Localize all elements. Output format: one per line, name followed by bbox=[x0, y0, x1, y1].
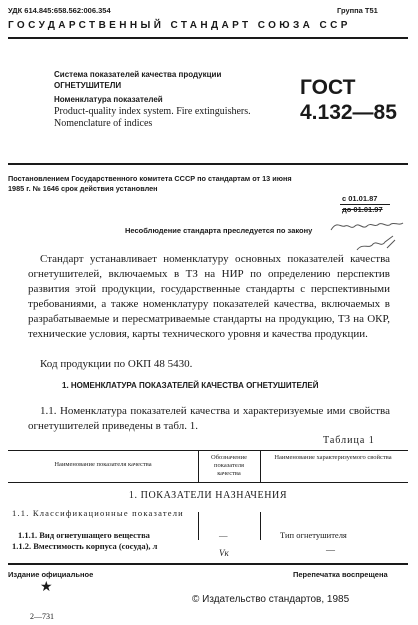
section1-heading: 1. НОМЕНКЛАТУРА ПОКАЗАТЕЛЕЙ КАЧЕСТВА ОГНЕТУШИТЕЛЕЙ bbox=[62, 381, 319, 390]
ru-title-line2: ОГНЕТУШИТЕЛИ bbox=[54, 81, 122, 90]
row-property: — bbox=[326, 545, 335, 555]
row-name: 1.1.1. Вид огнетушащего вещества bbox=[18, 530, 150, 540]
row-property: Тип огнетушителя bbox=[280, 530, 347, 540]
ru-subtitle: Номенклатура показателей bbox=[54, 95, 163, 104]
table-header-border bbox=[8, 482, 408, 483]
quality-index-table bbox=[8, 450, 408, 538]
handwritten-note bbox=[327, 214, 407, 256]
header-rule bbox=[8, 37, 408, 39]
group-code: Группа Т51 bbox=[337, 6, 378, 15]
ru-title-line1: Система показателей качества продукции bbox=[54, 70, 222, 79]
decree-line1: Постановлением Государственного комитета СССР по стандартам от 13 июня bbox=[8, 174, 292, 183]
print-code: 2—731 bbox=[30, 612, 54, 621]
table-header-property: Наименование характеризуемого свойства bbox=[274, 454, 392, 461]
clause-1-1: 1.1. Номенклатура показателей качества и характеризуемые ими свойства огнетушителей приведены в табл. 1. bbox=[28, 405, 390, 432]
scope-paragraph: Стандарт устанавливает номенклатуру основных показателей качества огнетушителей, включаемых в ТЗ на НИР по определению перспектив развития этой продукции, государственные стандарты с перспективными требованиями, а также номенклатуру показателей качества, включаемых в разрабатываемые и пересматриваемые стандарты на продукцию, ТЗ на ОКР, технические условия, карты технического уровня и качества продукции. bbox=[28, 253, 390, 340]
en-title-line2: Nomenclature of indices bbox=[54, 118, 153, 129]
reprint-prohibited: Перепечатка воспрещена bbox=[293, 570, 388, 579]
row-symbol: Vк bbox=[219, 548, 229, 558]
table-col-divider-2 bbox=[260, 450, 261, 482]
penalty-notice: Несоблюдение стандарта преследуется по закону bbox=[125, 226, 313, 235]
date-to: до 01.01.97 bbox=[342, 205, 383, 214]
decree-line2: 1985 г. № 1646 срок действия установлен bbox=[8, 184, 158, 193]
state-standard-banner: ГОСУДАРСТВЕННЫЙ СТАНДАРТ СОЮЗА ССР bbox=[8, 20, 351, 31]
gost-label: ГОСТ bbox=[300, 76, 356, 99]
udk-code: УДК 614.845:658.562:006.354 bbox=[8, 6, 111, 15]
table-row bbox=[12, 508, 198, 518]
table-col-divider-1 bbox=[198, 450, 199, 482]
row-name: 1.1.2. Вместимость корпуса (сосуда), л bbox=[12, 541, 158, 551]
row-symbol: — bbox=[219, 530, 228, 540]
date-rule bbox=[340, 204, 390, 205]
official-edition: Издание официальное bbox=[8, 570, 94, 579]
row-name: 1.1. Классификационные показатели bbox=[12, 508, 184, 518]
star-icon: ★ bbox=[40, 580, 53, 595]
copyright: © Издательство стандартов, 1985 bbox=[192, 594, 350, 605]
okp-code: Код продукции по ОКП 48 5430. bbox=[40, 358, 193, 370]
date-from: с 01.01.87 bbox=[342, 194, 378, 203]
gost-number: 4.132—85 bbox=[300, 101, 397, 124]
table-bottom-border bbox=[8, 563, 408, 565]
table-row bbox=[12, 541, 192, 552]
table-top-border bbox=[8, 450, 408, 451]
table-caption: Таблица 1 bbox=[323, 435, 375, 446]
en-title-line1: Product-quality index system. Fire extinguishers. bbox=[54, 106, 251, 117]
table-row bbox=[12, 530, 412, 541]
table-section-title: 1. ПОКАЗАТЕЛИ НАЗНАЧЕНИЯ bbox=[128, 490, 288, 501]
title-block-rule bbox=[8, 163, 408, 165]
table-header-name: Наименование показателя качества bbox=[54, 461, 152, 468]
table-header-symbol: Обозначение показателя качества bbox=[211, 454, 247, 477]
